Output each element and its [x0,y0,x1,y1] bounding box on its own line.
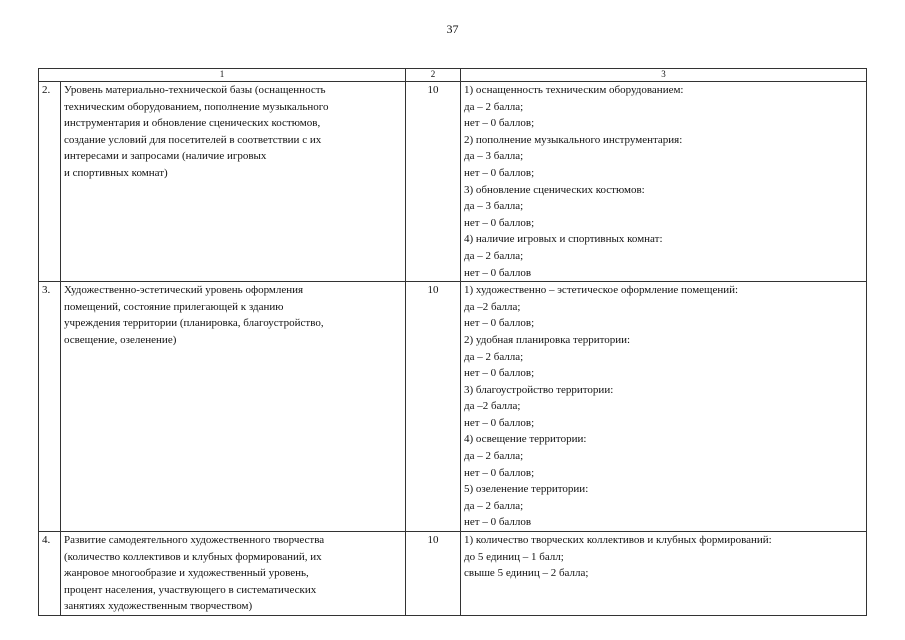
criterion-line: помещений, состояние прилегающей к зданию [64,300,284,313]
max-points: 10 [406,282,461,532]
criterion-line: инструментария и обновление сценических костюмов, [64,117,321,130]
criterion-line: Художественно-эстетический уровень оформления [64,284,304,297]
header-col-2: 2 [406,69,461,82]
scoring-line: до 5 единиц – 1 балл; [464,550,564,563]
scoring-line: 2) пополнение музыкального инструментария: [464,133,683,146]
scoring-line: 3) благоустройство территории: [464,383,614,396]
table-row [39,532,867,616]
criterion-line: освещение, озеленение) [64,333,177,346]
scoring-line: 1) оснащенность техническим оборудованием: [464,84,684,96]
criteria-table [38,68,867,616]
criterion-line: и спортивных комнат) [64,166,168,179]
criterion-line: (количество коллективов и клубных формирований, их [64,550,322,563]
criterion-cell [61,532,406,616]
max-points: 10 [406,532,461,616]
scoring-line: 4) наличие игровых и спортивных комнат: [464,233,663,246]
criterion-line: Развитие самодеятельного художественного творчества [64,534,325,547]
row-number: 3. [39,282,61,532]
table-row [39,282,867,532]
max-points: 10 [406,82,461,282]
scoring-line: нет – 0 баллов [464,266,532,279]
scoring-line: да – 2 балла; [464,249,524,262]
criterion-line: Уровень материально-технической базы (оснащенность [64,84,326,96]
scoring-line: 2) удобная планировка территории: [464,333,631,346]
scoring-line: 4) освещение территории: [464,433,587,446]
table-row [39,82,867,282]
scoring-line: 5) озеленение территории: [464,483,589,496]
scoring-line: нет – 0 баллов [464,516,532,529]
header-col-1: 1 [39,69,406,82]
scoring-line: нет – 0 баллов; [464,317,535,330]
header-row [39,69,867,82]
scoring-cell [461,282,867,532]
scoring-line: да – 2 балла; [464,499,524,512]
criterion-cell [61,282,406,532]
criterion-line: техническим оборудованием, пополнение музыкального [64,100,329,113]
criterion-line: учреждения территории (планировка, благоустройство, [64,317,324,330]
page-number: 37 [446,22,459,36]
scoring-cell [461,82,867,282]
row-number: 4. [39,532,61,616]
scoring-line: нет – 0 баллов; [464,216,535,229]
row-number: 2. [39,82,61,282]
scoring-line: да – 3 балла; [464,200,524,213]
scoring-line: нет – 0 баллов; [464,117,535,130]
scoring-line: нет – 0 баллов; [464,466,535,479]
scoring-line: да – 3 балла; [464,150,524,163]
scoring-line: да –2 балла; [464,300,521,313]
scoring-line: нет – 0 баллов; [464,367,535,380]
header-col-3: 3 [461,69,867,82]
criterion-line: создание условий для посетителей в соответствии с их [64,133,322,146]
scoring-line: 1) количество творческих коллективов и клубных формирований: [464,534,772,547]
scoring-cell [461,532,867,616]
scoring-line: нет – 0 баллов; [464,416,535,429]
criterion-line: интересами и запросами (наличие игровых [64,150,267,163]
scoring-line: да – 2 балла; [464,450,524,463]
criterion-cell [61,82,406,282]
scoring-line: да – 2 балла; [464,100,524,113]
criterion-line: жанровое многообразие и художественный уровень, [64,567,309,580]
criterion-line: занятиях художественным творчеством) [64,600,253,613]
scoring-line: свыше 5 единиц – 2 балла; [464,567,589,580]
scoring-line: 3) обновление сценических костюмов: [464,183,645,196]
scoring-line: да –2 балла; [464,400,521,413]
criterion-line: процент населения, участвующего в систематических [64,583,317,596]
scoring-line: да – 2 балла; [464,350,524,363]
scoring-line: 1) художественно – эстетическое оформление помещений: [464,284,739,297]
scoring-line: нет – 0 баллов; [464,166,535,179]
